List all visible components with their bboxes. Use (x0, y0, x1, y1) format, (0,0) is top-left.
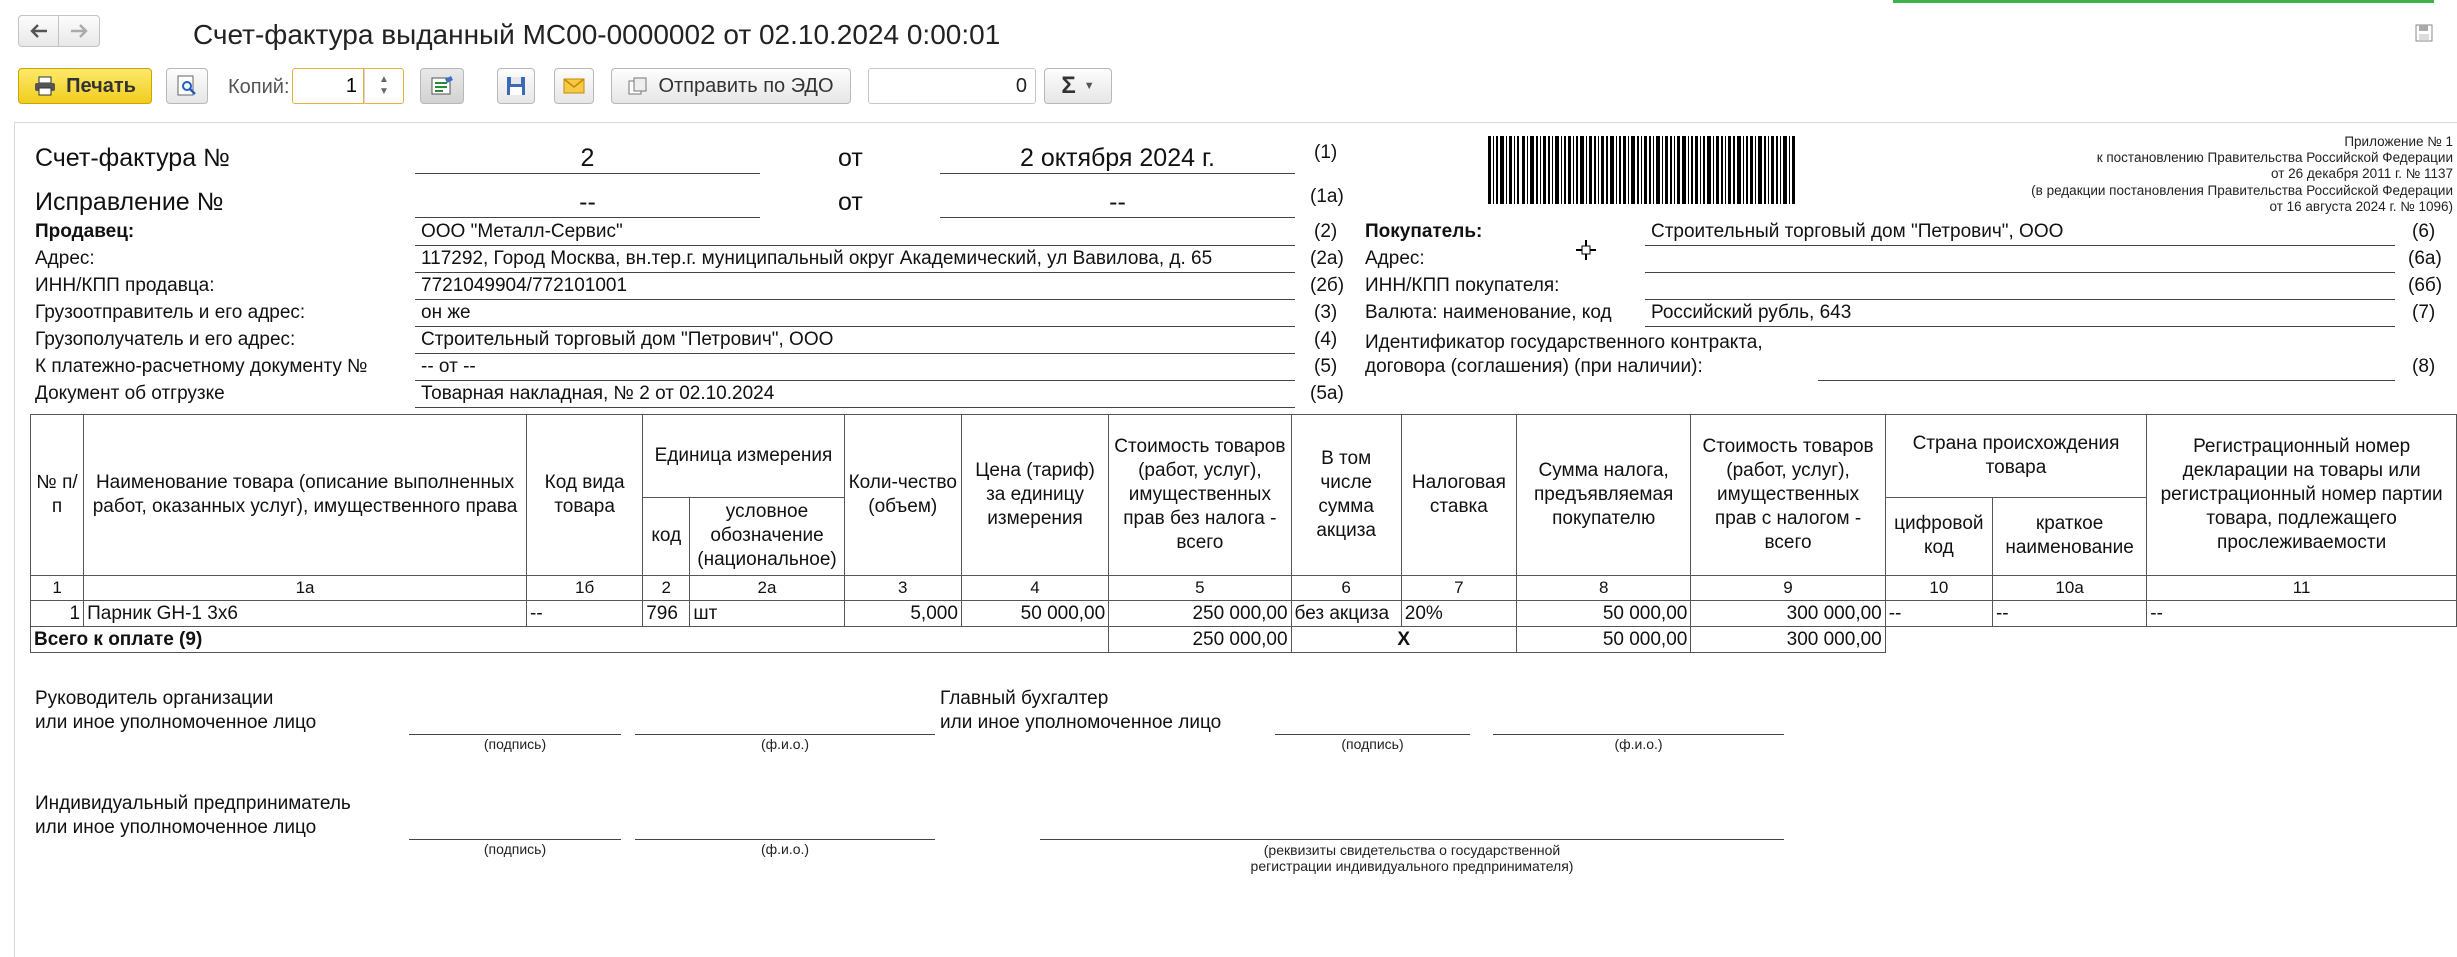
consignee-value: Строительный торговый дом "Петрович", ООО (421, 329, 834, 350)
invoice-code1: (1) (1314, 142, 1338, 163)
cell-reg: -- (2147, 601, 2457, 627)
invoice-table (30, 414, 2457, 653)
invoice-number-line (415, 173, 760, 174)
cell-num: 1 (31, 601, 84, 627)
copies-stepper[interactable] (364, 68, 404, 104)
consignee-code: (4) (1314, 329, 1338, 350)
buyer-label: Покупатель: (1365, 221, 1483, 242)
buyer-address-line (1645, 272, 2395, 273)
payment-doc-value: -- от -- (421, 356, 476, 377)
header-rate: Налоговая ставка (1401, 415, 1516, 576)
column-number: 11 (2147, 576, 2457, 601)
currency-label: Валюта: наименование, код (1365, 302, 1612, 323)
total-empty (1885, 627, 2456, 653)
seller-address-line (415, 272, 1295, 273)
correction-number-line (415, 217, 760, 218)
payment-doc-line (415, 380, 1295, 381)
buyer-line (1645, 245, 2395, 246)
total-label: Всего к оплате (9) (31, 627, 1109, 653)
save-icon[interactable] (2415, 24, 2433, 42)
seller-address-code: (2а) (1310, 248, 1344, 269)
consignee-label: Грузополучатель и его адрес: (35, 329, 296, 350)
seller-value: ООО "Металл-Сервис" (421, 221, 623, 242)
head-label-line2: или иное уполномоченное лицо (35, 712, 317, 733)
column-number-row (31, 576, 2457, 601)
header-country: Страна происхождения товара (1885, 415, 2147, 498)
send-edo-button[interactable] (611, 68, 851, 104)
cell-cost: 250 000,00 (1109, 601, 1291, 627)
arrow-left-icon (29, 23, 49, 39)
seller-inn-value: 7721049904/772101001 (421, 275, 628, 296)
consignee-line (415, 353, 1295, 354)
seller-inn-code: (2б) (1310, 275, 1345, 296)
total-tax: 50 000,00 (1517, 627, 1691, 653)
preview-button[interactable] (166, 68, 208, 104)
seller-label: Продавец: (35, 221, 135, 242)
total-x: Х (1291, 627, 1516, 653)
shipment-doc-code: (5а) (1310, 383, 1344, 404)
ip-label-line2: или иное уполномоченное лицо (35, 817, 317, 838)
buyer-address-label: Адрес: (1365, 248, 1425, 269)
buyer-inn-code: (6б) (2408, 275, 2443, 296)
ip-fio-caption: (ф.и.о.) (760, 841, 810, 857)
printer-settings-icon (430, 75, 454, 97)
chief-fio-line (1493, 734, 1784, 735)
header-unit-code: код (643, 497, 690, 575)
correction-label: Исправление № (35, 188, 224, 216)
page-title: Счет-фактура выданный МС00-0000002 от 02.10.2024 0:00:01 (193, 19, 1001, 50)
table-row[interactable] (31, 601, 2457, 627)
shipper-code: (3) (1314, 302, 1338, 323)
invoice-number: 2 (580, 144, 595, 172)
column-number: 1 (31, 576, 84, 601)
correction-date-line (940, 217, 1295, 218)
ip-requisites-caption2: регистрации индивидуального предпринимателя) (1250, 858, 1574, 874)
printer-icon (34, 76, 56, 96)
table-header-row (31, 415, 2457, 498)
table-total-row (31, 627, 2457, 653)
column-number: 1б (527, 576, 643, 601)
column-number: 9 (1691, 576, 1885, 601)
sum-menu-button[interactable] (1044, 68, 1112, 104)
shipper-label: Грузоотправитель и его адрес: (35, 302, 306, 323)
appendix-line1: Приложение № 1 (2344, 134, 2453, 149)
send-edo-label: Отправить по ЭДО (658, 74, 834, 97)
chief-label-line1: Главный бухгалтер (940, 688, 1109, 709)
print-label: Печать (66, 74, 136, 97)
header-num: № п/п (31, 415, 84, 576)
appendix-line5: от 16 августа 2024 г. № 1096) (2269, 199, 2453, 214)
shipment-doc-value: Товарная накладная, № 2 от 02.10.2024 (421, 383, 775, 404)
header-qty: Коли-чество (объем) (844, 415, 961, 576)
contract-line (1818, 380, 2395, 381)
cell-unit-name: шт (690, 601, 844, 627)
copies-label: Копий: (228, 76, 290, 98)
column-number: 5 (1109, 576, 1291, 601)
appendix-line4: (в редакции постановления Правительства Российской Федерации (2031, 183, 2453, 198)
correction-from-label: от (838, 188, 863, 216)
cell-unit-code: 796 (643, 601, 690, 627)
ip-sign-line (409, 839, 621, 840)
ip-requisites-caption1: (реквизиты свидетельства о государственной (1263, 842, 1561, 858)
correction-code: (1а) (1310, 186, 1344, 207)
barcode (1488, 136, 1796, 204)
total-sum: 300 000,00 (1691, 627, 1885, 653)
cell-rate: 20% (1401, 601, 1516, 627)
header-kind: Код вида товара (527, 415, 643, 576)
header-price: Цена (тариф) за единицу измерения (961, 415, 1108, 576)
seller-address-value: 117292, Город Москва, вн.тер.г. муниципальный округ Академический, ул Вавилова, д. 65 (421, 248, 1213, 269)
shipper-value: он же (421, 302, 471, 323)
ip-fio-line (635, 839, 935, 840)
shipment-doc-label: Документ об отгрузке (35, 383, 225, 404)
edo-icon (628, 77, 648, 95)
buyer-address-code: (6а) (2408, 248, 2442, 269)
floppy-icon (506, 76, 526, 96)
seller-inn-line (415, 299, 1295, 300)
header-excise: В том числе сумма акциза (1291, 415, 1401, 576)
ip-requisites-line (1040, 839, 1784, 840)
head-label-line1: Руководитель организации (35, 688, 274, 709)
invoice-date-line (940, 173, 1295, 174)
seller-code: (2) (1314, 221, 1338, 242)
invoice-title-label: Счет-фактура № (35, 144, 230, 172)
seller-address-label: Адрес: (35, 248, 95, 269)
column-number: 2 (643, 576, 690, 601)
ip-sign-caption: (подпись) (483, 841, 547, 857)
copies-input[interactable] (292, 68, 364, 104)
header-name: Наименование товара (описание выполненных работ, оказанных услуг), имущественного права (84, 415, 527, 576)
magnifier-icon (176, 75, 198, 97)
column-number: 4 (961, 576, 1108, 601)
payment-doc-label: К платежно-расчетному документу № (35, 356, 368, 377)
correction-date: -- (1109, 188, 1126, 216)
contract-code: (8) (2412, 356, 2436, 377)
payment-doc-code: (5) (1314, 356, 1338, 377)
chief-label-line2: или иное уполномоченное лицо (940, 712, 1222, 733)
ip-label-line1: Индивидуальный предприниматель (35, 793, 351, 814)
column-number: 7 (1401, 576, 1516, 601)
chief-fio-caption: (ф.и.о.) (1614, 736, 1663, 752)
chief-sign-caption: (подпись) (1341, 736, 1404, 752)
chief-sign-line (1275, 734, 1470, 735)
column-number: 8 (1517, 576, 1691, 601)
seller-line (415, 245, 1295, 246)
printer-settings-button[interactable] (420, 68, 464, 104)
cell-qty: 5,000 (844, 601, 961, 627)
invoice-from-label: от (838, 144, 863, 172)
correction-number: -- (579, 188, 596, 216)
save-button[interactable] (497, 68, 535, 104)
column-number: 2а (690, 576, 844, 601)
column-number: 3 (844, 576, 961, 601)
column-number: 10 (1885, 576, 1992, 601)
header-unit: Единица измерения (643, 415, 844, 498)
total-cost: 250 000,00 (1109, 627, 1291, 653)
chevron-down-icon[interactable]: ▼ (379, 86, 389, 97)
arrow-right-icon (69, 23, 89, 39)
appendix-line2: к постановлению Правительства Российской Федерации (2096, 150, 2453, 165)
currency-value: Российский рубль, 643 (1651, 302, 1852, 323)
currency-line (1645, 326, 2395, 327)
header-cost: Стоимость товаров (работ, услуг), имущественных прав без налога - всего (1109, 415, 1291, 576)
shipper-line (415, 326, 1295, 327)
shipment-doc-line (415, 407, 1295, 408)
window-accent-bar (1893, 0, 2434, 3)
cell-tax: 50 000,00 (1517, 601, 1691, 627)
sum-field[interactable]: 0 (868, 68, 1036, 104)
buyer-code: (6) (2412, 221, 2436, 242)
print-button[interactable] (18, 68, 152, 104)
column-number: 1а (84, 576, 527, 601)
header-reg: Регистрационный номер декларации на товары или регистрационный номер партии товара, подлежащего прослеживаемости (2147, 415, 2457, 576)
column-number: 10а (1992, 576, 2146, 601)
email-button[interactable] (554, 68, 594, 104)
buyer-inn-line (1645, 299, 2395, 300)
header-tax: Сумма налога, предъявляемая покупателю (1517, 415, 1691, 576)
cell-price: 50 000,00 (961, 601, 1108, 627)
chevron-up-icon[interactable]: ▲ (379, 74, 389, 85)
currency-code: (7) (2412, 302, 2436, 323)
move-cursor-icon (1575, 239, 1597, 261)
column-number: 6 (1291, 576, 1401, 601)
head-sign-caption: (подпись) (483, 736, 547, 752)
cell-name: Парник GH-1 3x6 (84, 601, 527, 627)
cell-kind: -- (527, 601, 643, 627)
cell-country-code: -- (1885, 601, 1992, 627)
back-button[interactable] (18, 15, 60, 47)
head-sign-line (409, 734, 621, 735)
invoice-date: 2 октября 2024 г. (1020, 144, 1215, 172)
envelope-icon (563, 78, 585, 94)
head-fio-line (635, 734, 935, 735)
cell-excise: без акциза (1291, 601, 1401, 627)
contract-label-line2: договора (соглашения) (при наличии): (1365, 356, 1703, 377)
appendix-line3: от 26 декабря 2011 г. № 1137 (2271, 166, 2453, 181)
sigma-icon: Σ (1061, 72, 1076, 99)
header-country-code: цифровой код (1885, 497, 1992, 575)
cell-total: 300 000,00 (1691, 601, 1885, 627)
header-total: Стоимость товаров (работ, услуг), имущественных прав с налогом - всего (1691, 415, 1885, 576)
contract-label-line1: Идентификатор государственного контракта, (1365, 332, 1763, 353)
forward-button[interactable] (58, 15, 100, 47)
header-unit-name: условное обозначение (национальное) (690, 497, 844, 575)
buyer-inn-label: ИНН/КПП покупателя: (1365, 275, 1560, 296)
cell-country-name: -- (1992, 601, 2146, 627)
chevron-down-icon: ▼ (1083, 80, 1095, 92)
header-country-name: краткое наименование (1992, 497, 2146, 575)
buyer-value: Строительный торговый дом "Петрович", ООО (1651, 221, 2064, 242)
head-fio-caption: (ф.и.о.) (760, 736, 810, 752)
seller-inn-label: ИНН/КПП продавца: (35, 275, 215, 296)
